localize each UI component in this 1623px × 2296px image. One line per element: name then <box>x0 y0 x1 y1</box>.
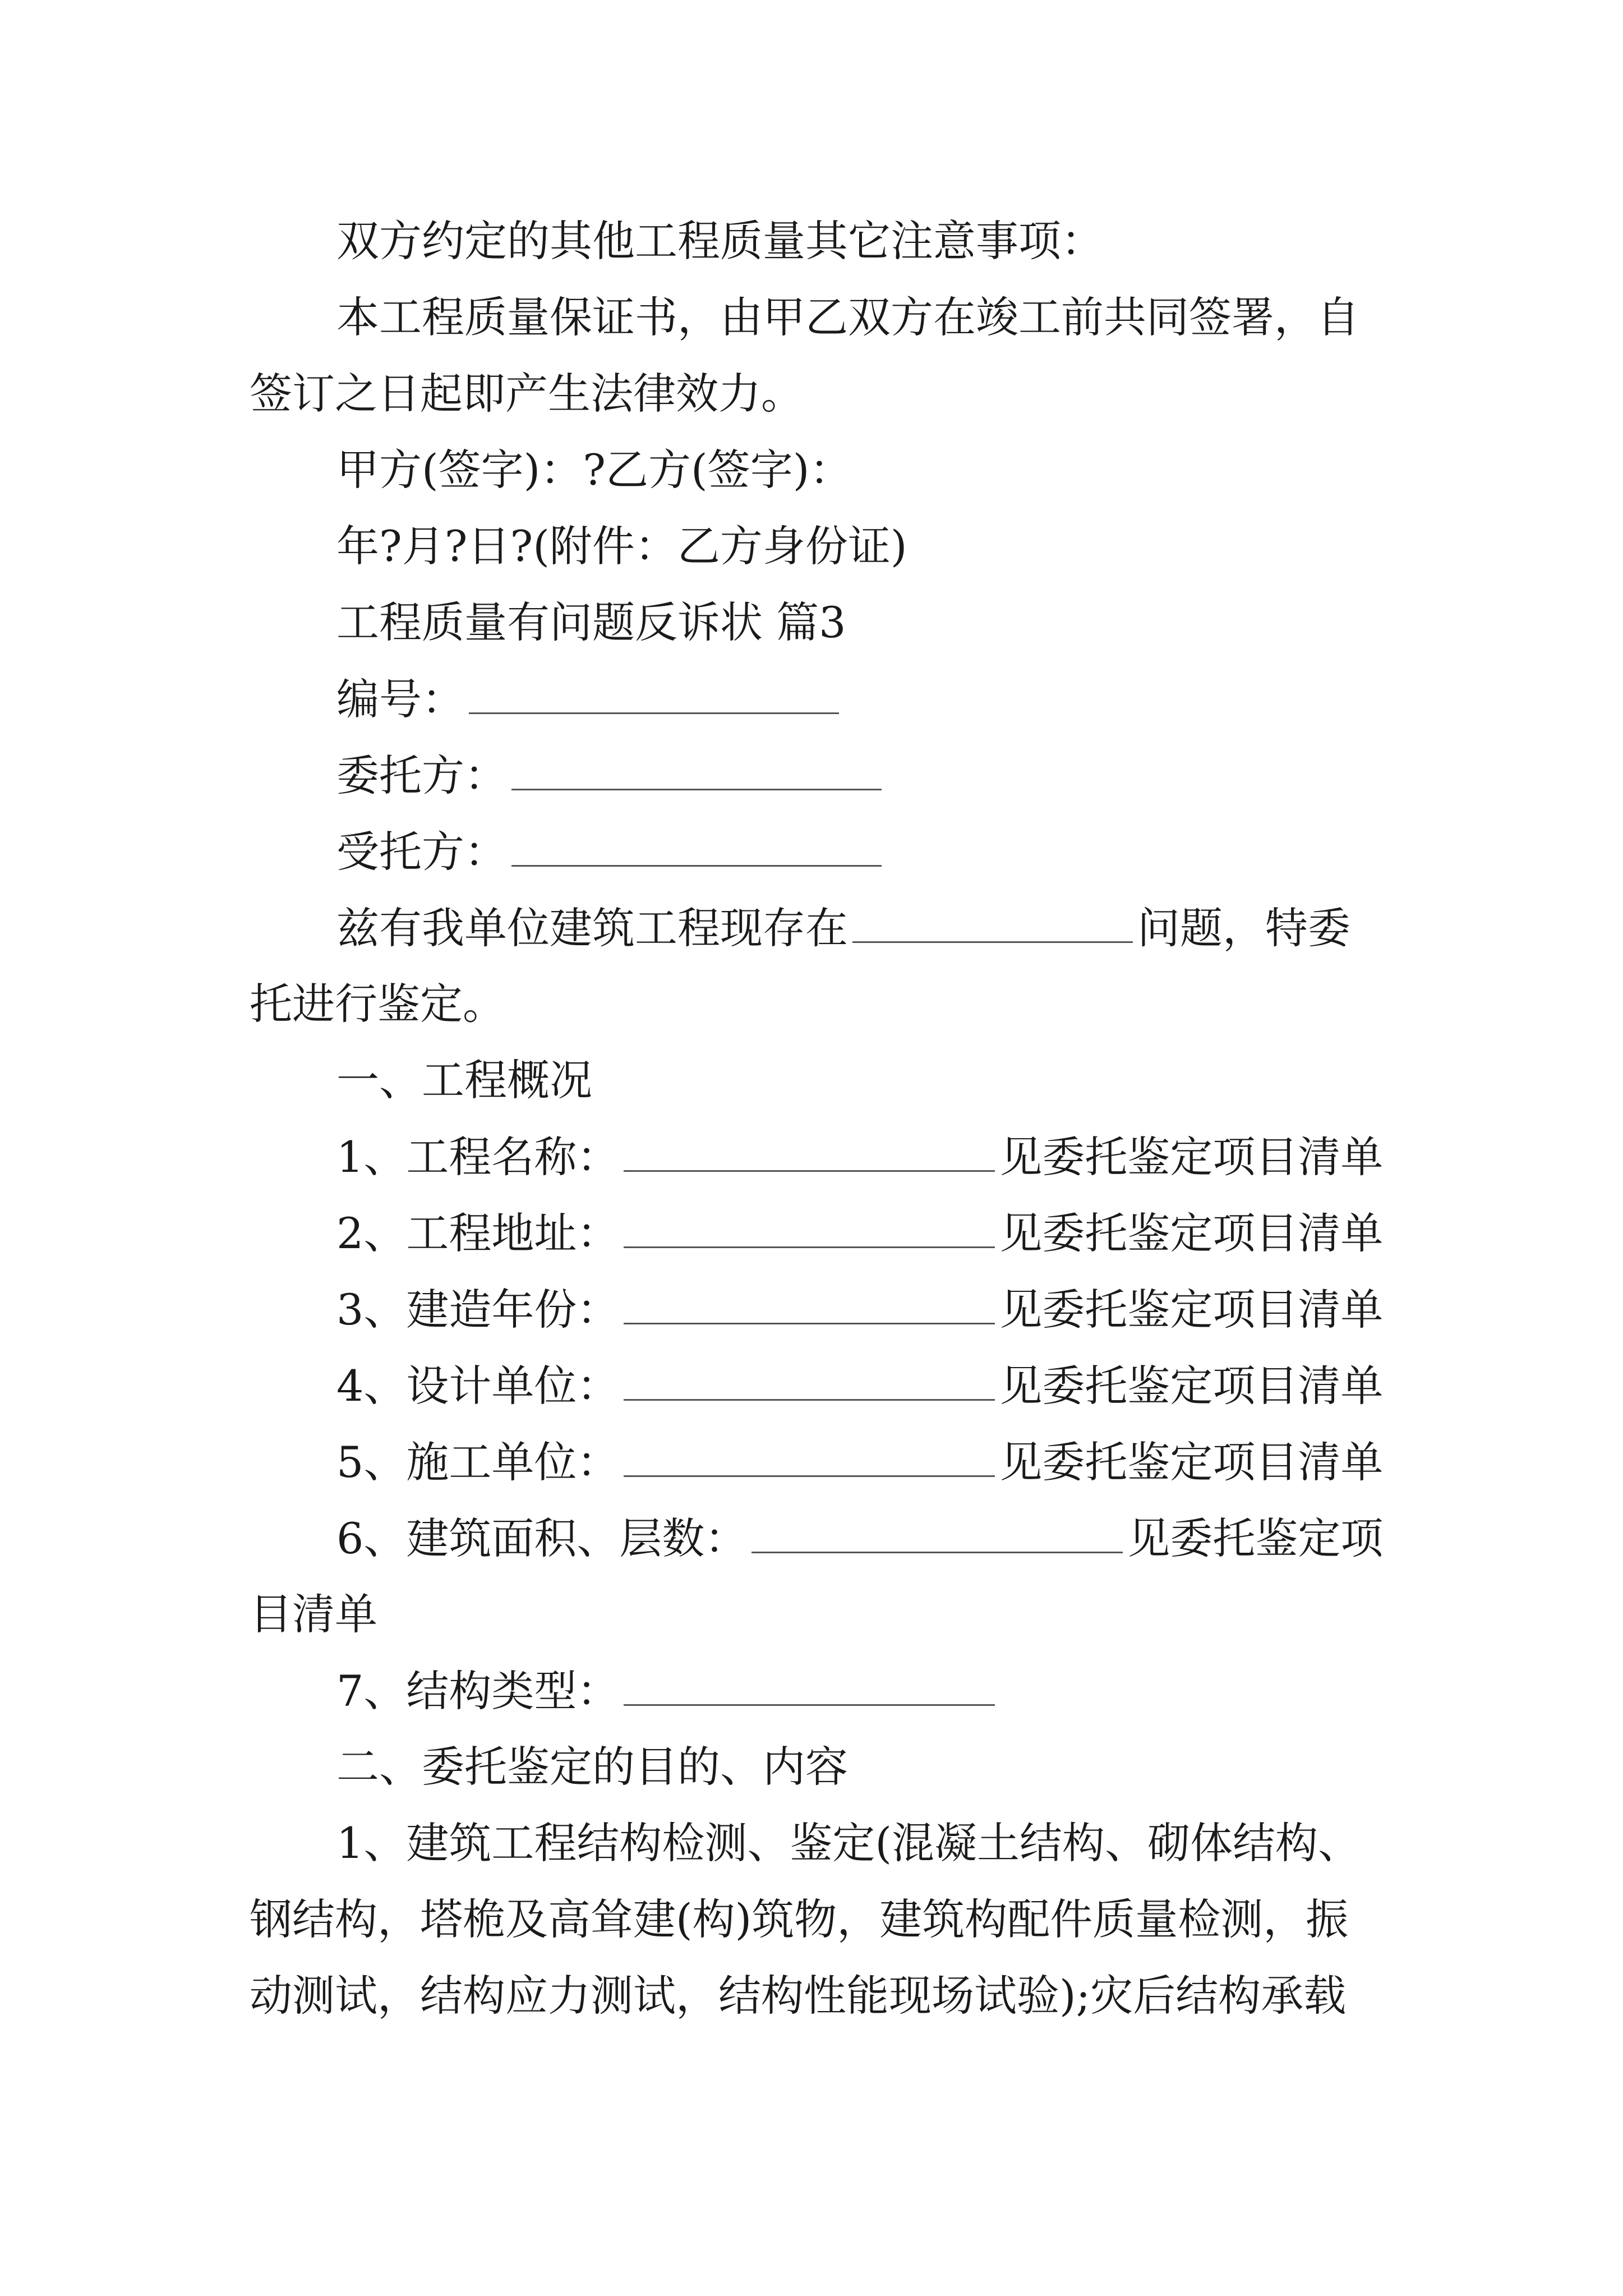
signature-line: 甲方(签字)：?乙方(签字)： <box>336 445 852 495</box>
item-label: 7、结构类型： <box>336 1666 620 1716</box>
text-line <box>336 903 1350 953</box>
list-item <box>336 1437 1384 1487</box>
item-note: 见委托鉴定项目清单 <box>999 1361 1384 1411</box>
blank-underline <box>624 1669 995 1706</box>
date-line: 年?月?日?(附件：乙方身份证) <box>336 521 907 571</box>
blank-underline <box>624 1212 995 1248</box>
section-heading: 二、委托鉴定的目的、内容 <box>336 1742 848 1792</box>
text-line: 钢结构，塔桅及高耸建(构)筑物，建筑构配件质量检测，振 <box>250 1894 1349 1944</box>
list-item <box>336 1285 1384 1335</box>
item-label: 4、设计单位： <box>336 1361 620 1411</box>
text-line: 本工程质量保证书，由甲乙双方在竣工前共同签署，自 <box>336 292 1359 342</box>
item-note: 见委托鉴定项目清单 <box>999 1208 1384 1258</box>
text-line: 1、建筑工程结构检测、鉴定(混凝土结构、砌体结构、 <box>336 1818 1361 1868</box>
item-label: 1、工程名称： <box>336 1132 620 1182</box>
item-label: 6、建筑面积、层数： <box>336 1513 748 1563</box>
blank-underline <box>751 1517 1123 1553</box>
text-line: 签订之日起即产生法律效力。 <box>250 369 804 418</box>
list-item <box>336 1132 1384 1182</box>
field-label: 委托方： <box>336 751 507 800</box>
field-label: 编号： <box>336 674 464 724</box>
blank-underline <box>852 907 1133 943</box>
blank-underline <box>624 1441 995 1477</box>
item-note: 见委托鉴定项 <box>1127 1513 1384 1563</box>
list-item <box>336 1513 1384 1563</box>
section-heading: 工程质量有问题反诉状 篇3 <box>336 597 846 647</box>
text-line: 双方约定的其他工程质量其它注意事项： <box>336 216 1104 266</box>
text-line: 托进行鉴定。 <box>250 979 505 1029</box>
form-field-number <box>336 674 843 724</box>
blank-underline <box>511 830 882 867</box>
list-item <box>336 1208 1384 1258</box>
item-note: 见委托鉴定项目清单 <box>999 1437 1384 1487</box>
text-line: 动测试，结构应力测试，结构性能现场试验);灾后结构承载 <box>250 1971 1347 2021</box>
text-fragment: 问题，特委 <box>1137 903 1350 953</box>
list-item <box>336 1361 1384 1411</box>
item-label: 3、建造年份： <box>336 1285 620 1335</box>
item-label: 2、工程地址： <box>336 1208 620 1258</box>
item-note: 见委托鉴定项目清单 <box>999 1285 1384 1335</box>
blank-underline <box>511 754 882 790</box>
section-heading: 一、工程概况 <box>336 1055 592 1105</box>
item-label: 5、施工单位： <box>336 1437 620 1487</box>
item-note: 见委托鉴定项目清单 <box>999 1132 1384 1182</box>
text-fragment: 兹有我单位建筑工程现存在 <box>336 903 848 953</box>
blank-underline <box>624 1288 995 1324</box>
field-label: 受托方： <box>336 827 507 877</box>
text-line: 目清单 <box>250 1589 377 1639</box>
blank-underline <box>624 1364 995 1401</box>
blank-underline <box>469 678 839 714</box>
form-field-contractor <box>336 827 886 877</box>
form-field-client <box>336 751 886 800</box>
list-item <box>336 1666 999 1716</box>
blank-underline <box>624 1135 995 1172</box>
